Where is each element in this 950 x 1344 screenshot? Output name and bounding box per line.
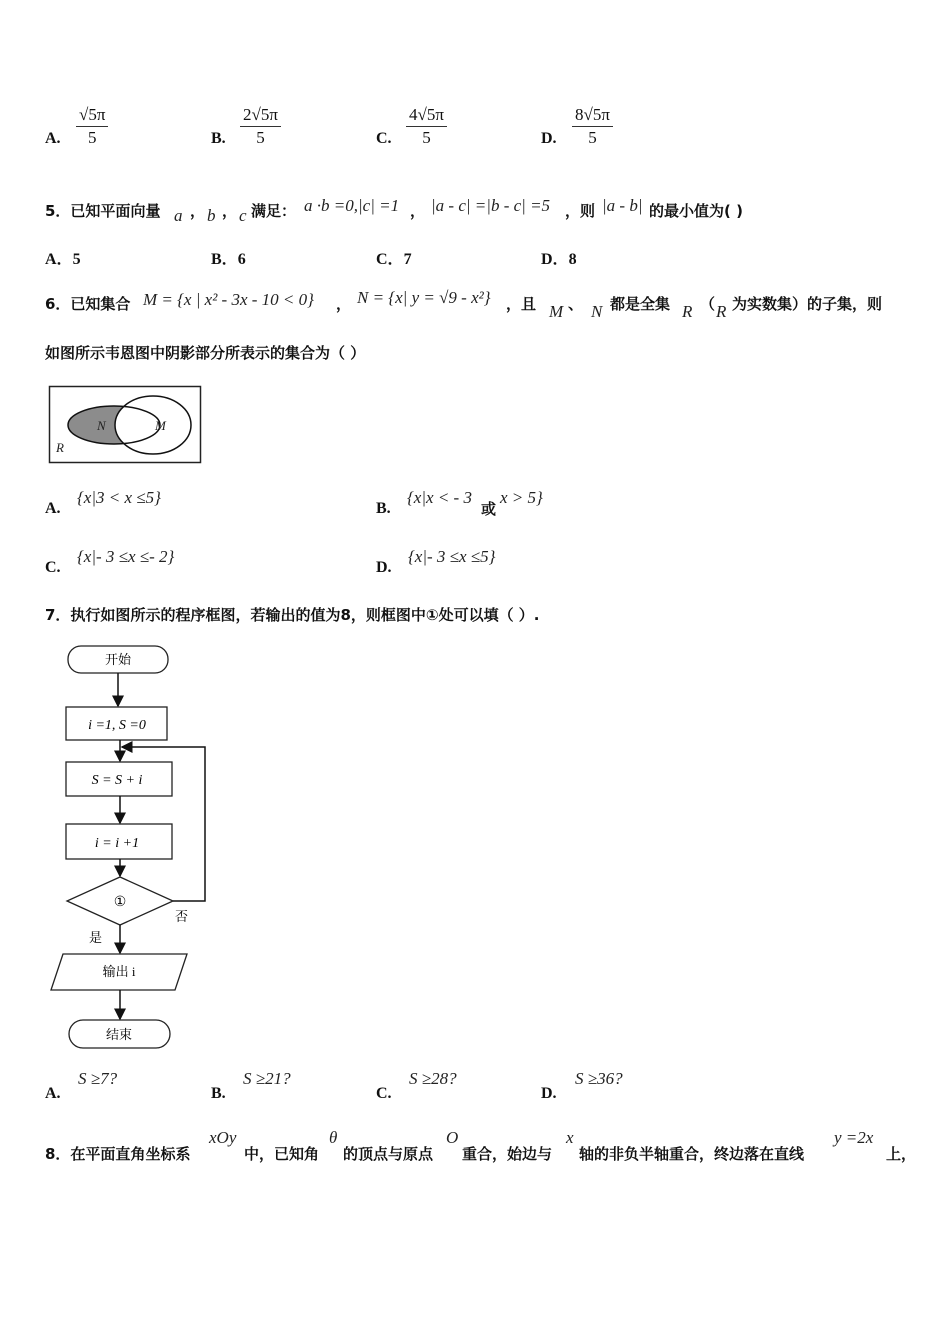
- q6-option-b-or: 或: [481, 500, 497, 518]
- option-label: A.: [45, 500, 61, 517]
- option-label: B.: [376, 500, 391, 517]
- option-value: 6: [237, 251, 246, 268]
- q6-stem-line2: 如图所示韦恩图中阴影部分所表示的集合为（ ）: [45, 344, 366, 362]
- q5-sep: ，: [190, 202, 206, 220]
- q7-option-b[interactable]: [211, 1083, 226, 1103]
- q4-option-a[interactable]: [45, 128, 61, 148]
- q6-stem-part4: （: [700, 295, 716, 313]
- q8-stem-part3: 的顶点与原点: [343, 1145, 434, 1163]
- option-label: D.: [376, 559, 392, 576]
- q4-option-a-fraction: [76, 104, 108, 149]
- q8-stem-part4: 重合，始边与: [462, 1145, 553, 1163]
- q6-set-n-definition: N = {x| y = √9 - x²}: [357, 288, 491, 307]
- q5-option-a[interactable]: [45, 246, 81, 269]
- q8-line-equation: y =2x: [834, 1128, 874, 1147]
- q5-stem-part2: 满足：: [251, 202, 297, 220]
- q7-option-d-value: S ≥36?: [575, 1069, 623, 1088]
- flow-yes-label: 是: [89, 930, 103, 945]
- option-label: A.: [45, 130, 61, 147]
- fraction-numerator: 4√5π: [406, 104, 447, 127]
- flowchart: [45, 640, 245, 1055]
- q4-option-d-fraction: [572, 104, 613, 149]
- option-label: B.: [211, 1085, 226, 1102]
- q8-var-x: x: [566, 1128, 574, 1147]
- q4-option-c[interactable]: [376, 128, 392, 148]
- q8-var-xoy: xOy: [209, 1128, 237, 1147]
- flow-step-sum-label: S = S + i: [91, 773, 143, 788]
- q4-option-d[interactable]: [541, 128, 557, 148]
- q7-option-c[interactable]: [376, 1083, 392, 1103]
- q6-option-d-value: {x|- 3 ≤x ≤5}: [408, 547, 496, 566]
- q7-stem: 7．执行如图所示的程序框图，若输出的值为8，则框图中①处可以填（ ）.: [45, 606, 540, 624]
- fraction-denominator: 5: [422, 128, 431, 147]
- q6-set-m-definition: M = {x | x² - 3x - 10 < 0}: [143, 290, 314, 309]
- option-label: B．: [211, 251, 238, 268]
- option-label: C.: [376, 130, 392, 147]
- q7-option-a[interactable]: [45, 1083, 61, 1103]
- q6-sep: 、: [568, 295, 584, 313]
- q5-vector-b: b: [207, 206, 216, 225]
- q6-option-b-value-part2: x > 5}: [500, 488, 543, 507]
- option-label: A.: [45, 1085, 61, 1102]
- q5-condition-2: |a - c| =|b - c| =5: [431, 196, 551, 215]
- q8-stem-part1: 8．在平面直角坐标系: [45, 1145, 191, 1163]
- flow-decision-label: ①: [113, 895, 127, 910]
- option-label: D.: [541, 1085, 557, 1102]
- q5-vector-a: a: [174, 206, 183, 225]
- q7-option-c-value: S ≥28?: [409, 1069, 457, 1088]
- option-label: B.: [211, 130, 226, 147]
- flow-start-label: 开始: [104, 652, 132, 667]
- fraction-denominator: 5: [588, 128, 597, 147]
- q6-stem-part3: 都是全集: [610, 295, 671, 313]
- flow-init-label: i =1, S =0: [88, 718, 146, 733]
- q5-stem-part4: 的最小值为( ): [649, 202, 743, 220]
- option-label: D．: [541, 251, 569, 268]
- q6-option-a[interactable]: [45, 498, 61, 518]
- option-label: C．: [376, 251, 404, 268]
- q6-var-m: M: [549, 302, 564, 321]
- fraction-numerator: √5π: [76, 104, 108, 127]
- fraction-numerator: 8√5π: [572, 104, 613, 127]
- q4-option-b[interactable]: [211, 128, 226, 148]
- option-label: D.: [541, 130, 557, 147]
- venn-label-r: R: [56, 440, 64, 455]
- q6-option-b-value-part1: {x|x < - 3: [407, 488, 472, 507]
- option-value: 5: [72, 251, 81, 268]
- option-label: C.: [376, 1085, 392, 1102]
- set-m-ellipse: [115, 396, 191, 454]
- option-label: C.: [45, 559, 61, 576]
- fraction-denominator: 5: [256, 128, 265, 147]
- q6-var-r: R: [716, 302, 727, 321]
- venn-diagram: [48, 385, 203, 465]
- q4-option-c-fraction: [406, 104, 447, 149]
- q6-option-a-value: {x|3 < x ≤5}: [77, 488, 161, 507]
- q6-option-c-value: {x|- 3 ≤x ≤- 2}: [77, 547, 175, 566]
- q6-option-c[interactable]: [45, 557, 61, 577]
- q5-option-b[interactable]: [211, 246, 246, 269]
- q8-stem-part2: 中，已知角: [244, 1145, 320, 1163]
- q6-stem-part1: 6．已知集合: [45, 295, 131, 313]
- q8-var-theta: θ: [329, 1128, 338, 1147]
- q7-option-b-value: S ≥21?: [243, 1069, 291, 1088]
- flow-no-label: 否: [175, 909, 189, 924]
- q6-option-d[interactable]: [376, 557, 392, 577]
- q6-stem-part5: 为实数集）的子集，则: [732, 295, 883, 313]
- venn-label-m: M: [155, 418, 166, 433]
- q8-stem-part5: 轴的非负半轴重合，终边落在直线: [579, 1145, 805, 1163]
- option-value: 7: [403, 251, 412, 268]
- q5-option-c[interactable]: [376, 246, 412, 269]
- fraction-denominator: 5: [87, 128, 97, 147]
- venn-label-n: N: [97, 418, 106, 433]
- q7-option-a-value: S ≥7?: [78, 1069, 118, 1088]
- q4-option-b-fraction: [240, 104, 281, 149]
- q6-sep: ，: [336, 295, 352, 313]
- q6-stem-part2: ，且: [506, 295, 537, 313]
- q5-vector-c: c: [239, 206, 247, 225]
- flow-end-label: 结束: [105, 1027, 133, 1042]
- q6-var-n: N: [591, 302, 603, 321]
- option-value: 8: [568, 251, 577, 268]
- q5-stem-part3: ，则: [565, 202, 596, 220]
- q5-target-expression: |a - b|: [602, 196, 643, 215]
- q7-option-d[interactable]: [541, 1083, 557, 1103]
- q8-stem-part6: 上，: [886, 1145, 917, 1163]
- q8-var-o: O: [446, 1128, 459, 1147]
- q5-sep: ，: [410, 202, 426, 220]
- flow-step-inc-label: i = i +1: [94, 836, 140, 851]
- q5-option-d[interactable]: [541, 246, 577, 269]
- flow-output-label: 输出 i: [102, 964, 136, 979]
- q6-var-r: R: [682, 302, 693, 321]
- q6-option-b[interactable]: [376, 498, 391, 518]
- fraction-numerator: 2√5π: [240, 104, 281, 127]
- q5-stem-part1: 5．已知平面向量: [45, 202, 161, 220]
- option-label: A．: [45, 251, 73, 268]
- q5-sep: ，: [222, 202, 238, 220]
- q5-condition-1: a ·b =0,|c| =1: [304, 196, 400, 215]
